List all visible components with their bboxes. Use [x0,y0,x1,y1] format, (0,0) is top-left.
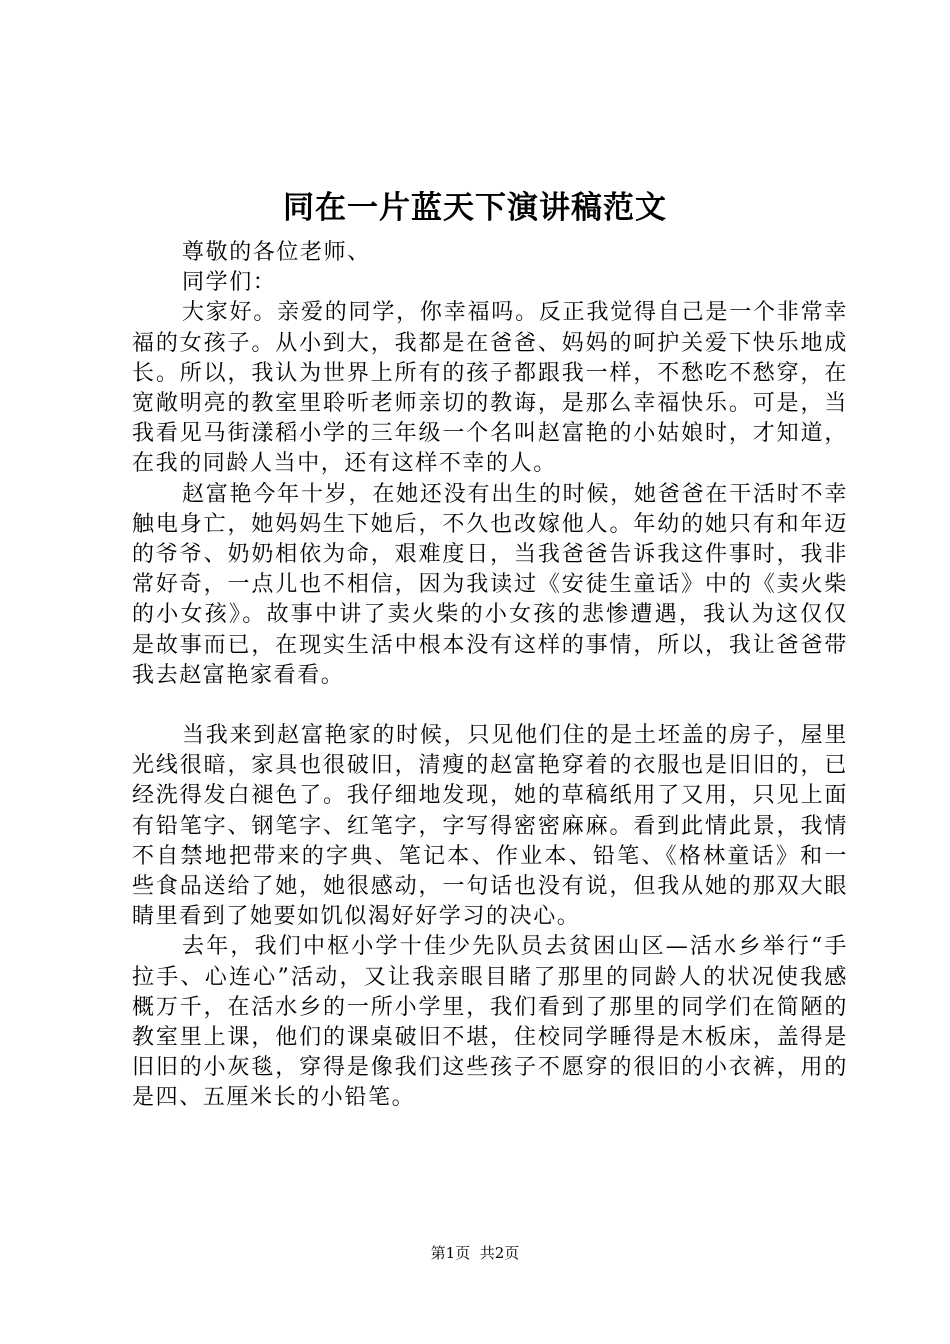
document-title: 同在一片蓝天下演讲稿范文 [283,190,667,226]
page-total: 共2页 [479,1244,520,1262]
body-paragraph: 赵富艳今年十岁，在她还没有出生的时候，她爸爸在干活时不幸触电身亡，她妈妈生下她后，不久也改嫁他人。年幼的她只有和年迈的爷爷、奶奶相依为命，艰难度日，当我爸爸告诉我这件事时，我非常好奇，一点儿也不相信，因为我读过《安徒生童话》中的《卖火柴的小女孩》。故事中讲了卖火柴的小女孩的悲惨遭遇，我认为这仅仅是故事而已，在现实生活中根本没有这样的事情，所以，我让爸爸带我去赵富艳家看看。 [132,481,848,688]
salutation-line: 尊敬的各位老师、 [182,240,371,265]
document-body [132,238,848,1114]
body-paragraph: 大家好。亲爱的同学，你幸福吗。反正我觉得自己是一个非常幸福的女孩子。从小到大，我都是在爸爸、妈妈的呵护关爱下快乐地成长。所以，我认为世界上所有的孩子都跟我一样，不愁吃不愁穿，在宽敞明亮的教室里聆听老师亲切的教诲，是那么幸福快乐。可是，当我看见马街漾稻小学的三年级一个名叫赵富艳的小姑娘时，才知道，在我的同龄人当中，还有这样不幸的人。 [132,300,848,477]
body-paragraph: 去年，我们中枢小学十佳少先队员去贫困山区—活水乡举行“手拉手、心连心”活动，又让我亲眼目睹了那里的同龄人的状况使我感概万千，在活水乡的一所小学里，我们看到了那里的同学们在简陋的教室里上课，他们的课桌破旧不堪，住校同学睡得是木板床，盖得是旧旧的小灰毯，穿得是像我们这些孩子不愿穿的很旧的小衣裤，用的是四、五厘米长的小铅笔。 [132,934,848,1111]
page-number: 第1页 [430,1244,471,1262]
salutation-line: 同学们： [182,270,277,296]
body-paragraph: 当我来到赵富艳家的时候，只见他们住的是土坯盖的房子，屋里光线很暗，家具也很破旧，清瘦的赵富艳穿着的衣服也是旧旧的，已经洗得发白褪色了。我仔细地发现，她的草稿纸用了又用，只见上面有铅笔字、钢笔字、红笔字，字写得密密麻麻。看到此情此景，我情不自禁地把带来的字典、笔记本、作业本、铅笔、《格林童话》和一些食品送给了她，她很感动，一句话也没有说，但我从她的那双大眼睛里看到了她要如饥似渴好好学习的决心。 [132,723,848,930]
page-footer [0,1243,950,1263]
